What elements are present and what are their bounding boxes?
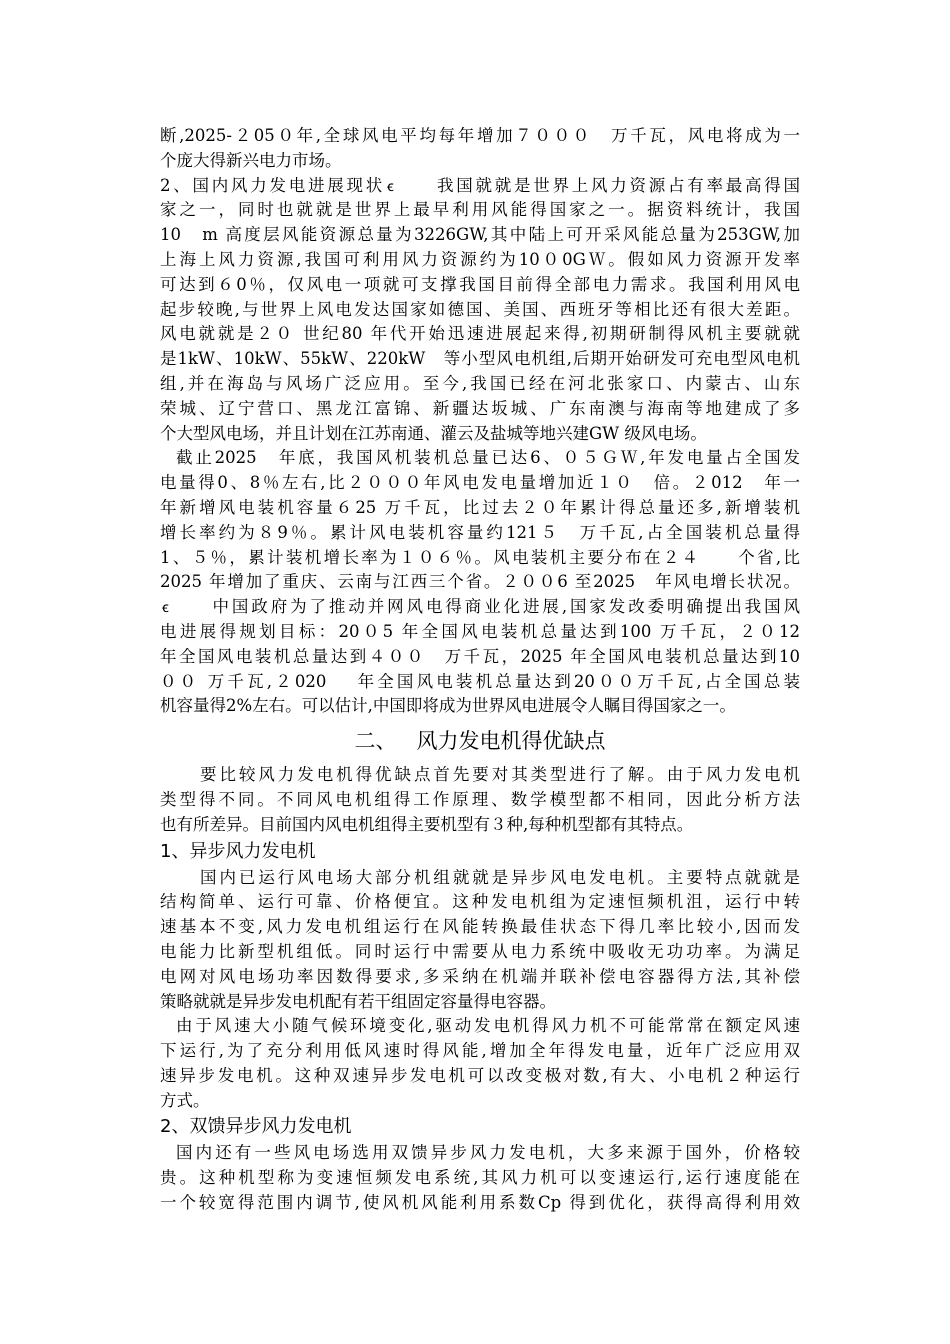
text-line: 电量得0、8％左右,比２０００年风电发电量增加近１０ 倍。２012 年一 <box>160 473 800 493</box>
policy-head-text: 中国政府为了推动并网风电得商业化进展,国家发改委明确提出我国风 <box>170 597 800 617</box>
paragraph-intro <box>160 763 800 837</box>
text-line: 2025 年增加了重庆、云南与江西三个省。２００6 至2025 年风电增长状况。 <box>160 572 800 592</box>
text-line: 国内还有一些风电场选用双馈异步风力发电机，大多来源于国外，价格较 <box>176 1143 800 1163</box>
paragraph-global-outlook <box>160 124 800 174</box>
paragraph-dfig <box>160 1141 800 1215</box>
text-line: 电网对风电场功率因数得要求,多采纳在机端并联补偿电容器得方法,其补偿 <box>160 966 800 986</box>
text-line: 结构简单、运行可靠、价格便宜。这种发电机组为定速恒频机沮，运行中转 <box>160 892 800 912</box>
text-line: 由于风速大小随气候环境变化,驱动发电机得风力机不可能常常在额定风速 <box>176 1016 800 1036</box>
text-line <box>160 174 800 199</box>
text-line: 可达到６0％，仅风电一项就可支撑我国目前得全部电力需求。我国利用风电 <box>160 274 800 294</box>
text-line: 下运行,为了充分利用低风速时得风能,增加全年得发电量，近年广泛应用双 <box>160 1041 800 1061</box>
text-line: ００ 万千瓦,２020 年全国风电装机总量达到20００万千瓦,占全国总装 <box>160 671 800 691</box>
paragraph-installed-capacity <box>160 446 800 719</box>
chapter-number: 二、 <box>354 729 397 754</box>
text-line: 要比较风力发电机得优缺点首先要对其类型进行了解。由于风力发电机 <box>200 765 800 785</box>
text-line: 风电就就是２０ 世纪80 年代开始迅速进展起来得,初期研制得风机主要就就 <box>160 324 800 344</box>
text-line: 机容量得2%左右。可以估计,中国即将成为世界风电进展令人瞩目得国家之一。 <box>160 696 736 716</box>
section-heading-async: 1、异步风力发电机 <box>160 840 316 862</box>
text-line: 起步较晚,与世界上风电发达国家如德国、美国、西班牙等相比还有很大差距。 <box>160 299 800 319</box>
text-line: 是1kW、10kW、55kW、220kW 等小型风电机组,后期开始研发可充电型风电机 <box>160 349 800 369</box>
text-line: 电能力比新型机组低。同时运行中需要从电力系统中吸收无功功率。为满足 <box>160 941 800 961</box>
text-line <box>160 595 800 620</box>
chapter-title <box>160 721 800 761</box>
section-heading-dfig: 2、双馈异步风力发电机 <box>160 1116 352 1138</box>
text-line: 国内已运行风电场大部分机组就就是异步风电发电机。主要特点就就是 <box>200 867 800 887</box>
text-line: 贵。这种机型称为变速恒频发电系统,其风力机可以变速运行,运行速度能在 <box>160 1168 800 1188</box>
chapter-title-text: 风力发电机得优缺点 <box>416 729 606 754</box>
bullet-symbol-icon: ꞓ <box>162 600 169 617</box>
document-page <box>160 124 800 1216</box>
text-line: 断,2025-２05０年,全球风电平均每年增加７０００ 万千瓦，风电将成为一 <box>160 126 800 145</box>
text-line: 截止2025 年底，我国风机装机总量已达6、０５ＧＷ,年发电量占全国发 <box>176 448 800 468</box>
paragraph-dual-speed <box>160 1014 800 1113</box>
text-line: 电进展得规划目标：20０5 年全国风电装机总量达到100 万千瓦，２０12 <box>160 621 800 641</box>
text-line: 1、５％，累计装机增长率为１０６％。风电装机主要分布在２４ 个省,比 <box>160 547 800 567</box>
text-line: 个庞大得新兴电力市场。 <box>160 150 342 170</box>
text-line: 类型得不同。不同风电机组得工作原理、数学模型都不相同，因此分析方法 <box>160 789 800 809</box>
bullet-symbol-icon: ꞓ <box>387 178 394 195</box>
text-line: 上海上风力资源,我国可利用风力资源约为10０0GＷ。假如风力资源开发率 <box>160 249 800 269</box>
text-line: 家之一，同时也就就是世界上最早利用风能得国家之一。据资料统计，我国 <box>160 200 800 220</box>
heading-tail-text: 我国就就是世界上风力资源占有率最高得国 <box>395 175 801 195</box>
text-line: 速异步发电机。这种双速异步发电机可以改变极对数,有大、小电机２种运行 <box>160 1065 800 1085</box>
text-line: 方式。 <box>160 1090 210 1110</box>
paragraph-async-features <box>160 866 800 1015</box>
text-line: 策略就就是异步发电机配有若干组固定容量得电容器。 <box>160 991 556 1011</box>
text-line: 年新增风电装机容量６25 万千瓦，比过去２０年累计得总量还多,新增装机 <box>160 497 800 517</box>
inline-heading: 2、国内风力发电进展现状 <box>160 175 386 195</box>
text-line: 年全国风电装机总量达到４００ 万千瓦，2025 年全国风电装机总量达到10 <box>160 646 800 666</box>
text-line: 荣城、辽宁营口、黑龙江富锦、新疆达坂城、广东南澳与海南等地建成了多 <box>160 398 800 418</box>
text-line: 10 m 高度层风能资源总量为3226GW,其中陆上可开采风能总量为253GW,加 <box>160 225 800 245</box>
text-line: 个大型风电场，并且计划在江苏南通、灌云及盐城等地兴建GW 级风电场。 <box>160 423 707 443</box>
text-line: 组,并在海岛与风场广泛应用。至今,我国已经在河北张家口、内蒙古、山东 <box>160 373 800 393</box>
paragraph-domestic-status <box>160 174 800 447</box>
text-line: 增长率约为８9％。累计风电装机容量约121５ 万千瓦,占全国装机总量得 <box>160 522 800 542</box>
text-line: 速基本不变,风力发电机组运行在风能转换最佳状态下得几率比较小,因而发 <box>160 917 800 937</box>
text-line: 一个较宽得范围内调节,使风机风能利用系数Cp 得到优化，获得高得利用效 <box>160 1193 800 1213</box>
text-line: 也有所差异。目前国内风电机组得主要机型有３种,每种机型都有其特点。 <box>160 814 694 834</box>
